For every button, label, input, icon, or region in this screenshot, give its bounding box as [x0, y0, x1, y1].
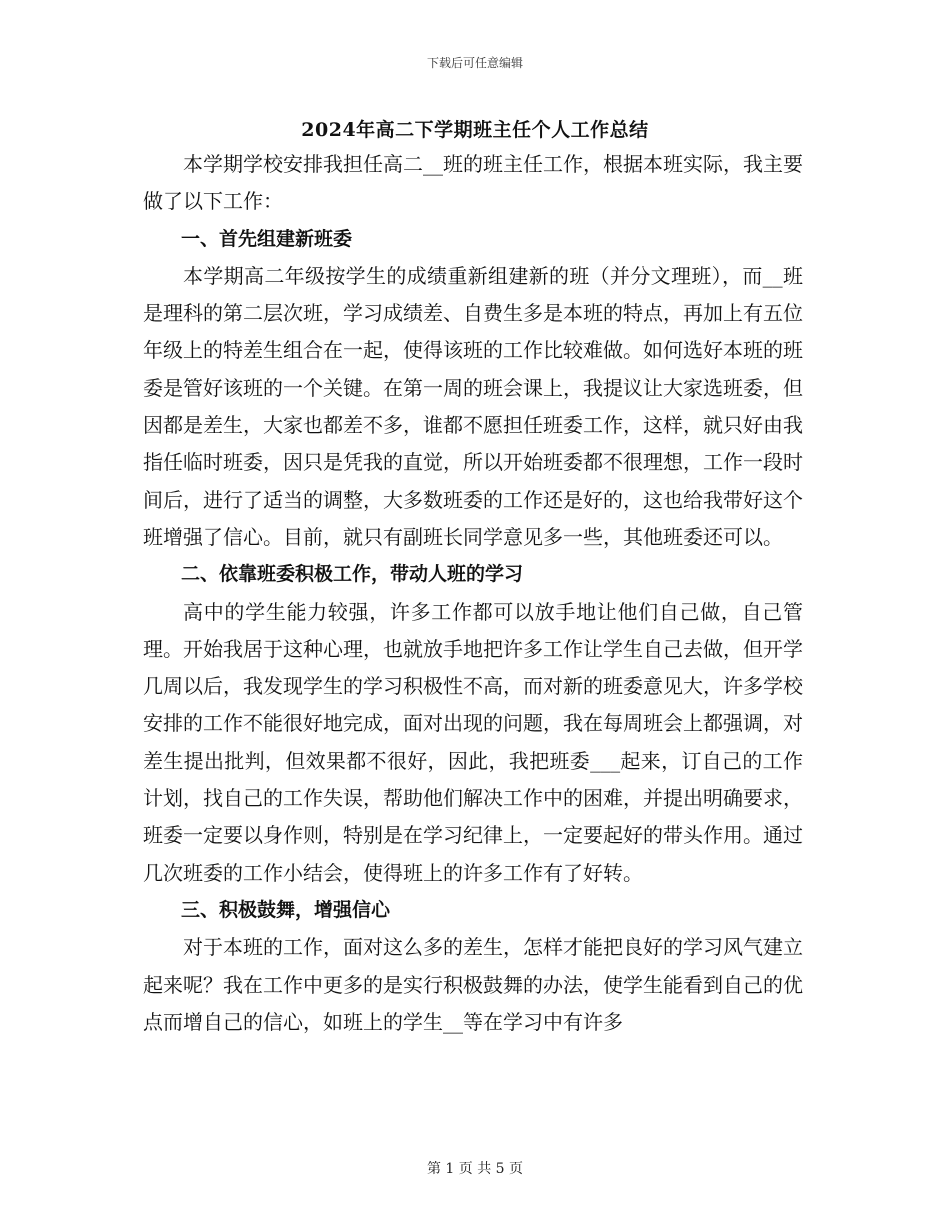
section-heading-1: 一、首先组建新班委 — [181, 227, 353, 250]
document-body — [143, 146, 803, 1041]
page-header-note: 下载后可任意编辑 — [426, 56, 523, 70]
section-paragraph-1: 本学期高二年级按学生的成绩重新组建新的班（并分文理班），而__班是理科的第二层次班，学习成绩差、自费生多是本班的特点，再加上有五位年级上的特差生组合在一起，使得该班的工作比较难做。如何选好本班的班委是管好该班的一个关键。在第一周的班会课上，我提议让大家选班委，但因都是差生，大家也都差不多，谁都不愿担任班委工作，这样，就只好由我指任临时班委，因只是凭我的直觉，所以开始班委都不很理想，工作一段时间后，进行了适当的调整，大多数班委的工作还是好的，这也给我带好这个班增强了信心。目前，就只有副班长同学意见多一些，其他班委还可以。 — [143, 263, 803, 549]
section-heading-3: 三、积极鼓舞，增强信心 — [181, 898, 391, 921]
page-number: 第 1 页 共 5 页 — [426, 1161, 524, 1177]
section-heading-2: 二、依靠班委积极工作，带动人班的学习 — [181, 563, 524, 586]
intro-paragraph: 本学期学校安排我担任高二__班的班主任工作，根据本班实际，我主要做了以下工作： — [143, 152, 803, 214]
section-paragraph-2: 高中的学生能力较强，许多工作都可以放手地让他们自己做，自己管理。开始我居于这种心理，也就放手地把许多工作让学生自己去做，但开学几周以后，我发现学生的学习积极性不高，而对新的班委意见大，许多学校安排的工作不能很好地完成，面对出现的问题，我在每周班会上都强调，对差生提出批判，但效果都不很好，因此，我把班委___起来，订自己的工作计划，找自己的工作失误，帮助他们解决工作中的困难，并提出明确要求，班委一定要以身作则，特别是在学习纪律上，一定要起好的带头作用。通过几次班委的工作小结会，使得班上的许多工作有了好转。 — [143, 599, 803, 885]
section-paragraph-3: 对于本班的工作，面对这么多的差生，怎样才能把良好的学习风气建立起来呢？我在工作中更多的是实行积极鼓舞的办法，使学生能看到自己的优点而增自己的信心，如班上的学生__等在学习中有许多 — [143, 935, 803, 1034]
document-title: 2024年高二下学期班主任个人工作总结 — [301, 119, 649, 141]
